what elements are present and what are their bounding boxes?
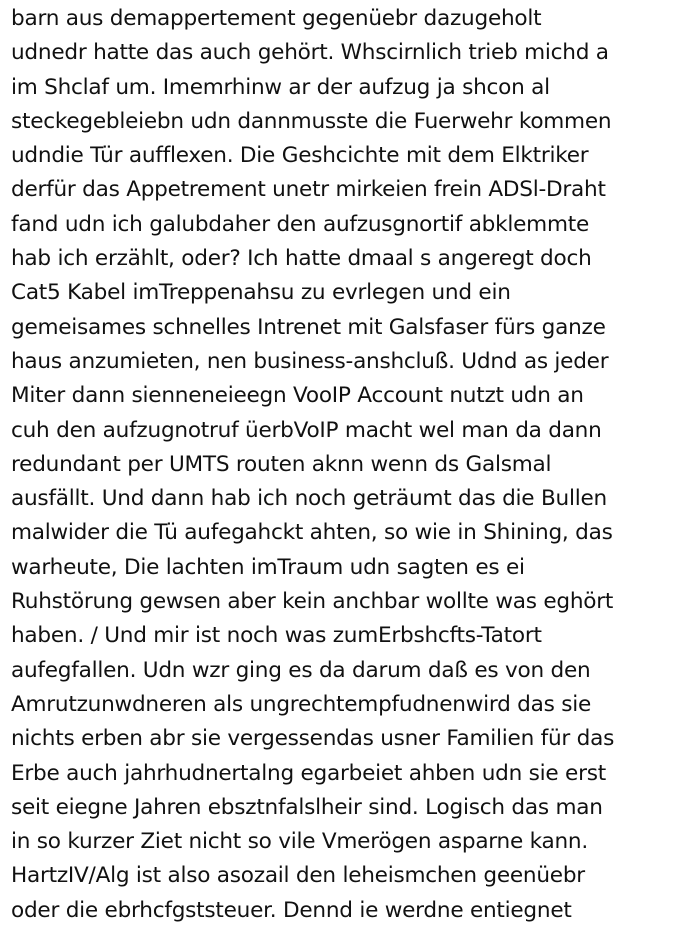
text-line: udnedr hatte das auch gehört. Whscirnlich trieb michd a bbox=[11, 40, 609, 66]
text-line: gemeisames schnelles Intrenet mit Galsfaser fürs ganze bbox=[11, 314, 606, 340]
text-line: cuh den aufzugnotruf üerbVoIP macht wel man da dann bbox=[11, 417, 602, 443]
text-line: hab ich erzählt, oder? Ich hatte dmaal s angeregt doch bbox=[11, 246, 592, 272]
text-line: in so kurzer Ziet nicht so vile Vmerögen asparne kann. bbox=[11, 829, 588, 855]
text-line: seit eiegne Jahren ebsztnfalslheir sind. Logisch das man bbox=[11, 794, 603, 820]
text-line: oder die ebrhcfgststeuer. Dennd ie werdne entiegnet bbox=[11, 897, 572, 923]
text-line: derfür das Appetrement unetr mirkeien frein ADSl-Draht bbox=[11, 177, 606, 203]
text-line: aufegfallen. Udn wzr ging es da darum daß es von den bbox=[11, 657, 591, 683]
text-line: Cat5 Kabel imTreppenahsu zu evrlegen und ein bbox=[11, 280, 511, 306]
text-line: malwider die Tü aufegahckt ahten, so wie in Shining, das bbox=[11, 520, 613, 546]
text-line: fand udn ich galubdaher den aufzusgnortif abklemmte bbox=[11, 211, 589, 237]
text-line: Amrutzunwdneren als ungrechtempfudnenwird das sie bbox=[11, 691, 592, 717]
text-line: haus anzumieten, nen business-anshcluß. Udnd as jeder bbox=[11, 348, 609, 374]
text-line: udndie Tür aufflexen. Die Geshcichte mit dem Elktriker bbox=[11, 143, 589, 169]
text-line: warheute, Die lachten imTraum udn sagten es ei bbox=[11, 554, 525, 580]
text-line: nichts erben abr sie vergessendas usner Familien für das bbox=[11, 726, 615, 752]
text-line: HartzIV/Alg ist also asozail den leheismchen geenüebr bbox=[11, 863, 585, 889]
text-line: Ruhstörung gewsen aber kein anchbar wollte was eghört bbox=[11, 589, 614, 615]
text-line: steckegebleiebn udn dannmusste die Fuerwehr kommen bbox=[11, 108, 612, 134]
body-text bbox=[11, 2, 679, 928]
text-line: haben. / Und mir ist noch was zumErbshcfts-Tatort bbox=[11, 623, 542, 649]
text-line: redundant per UMTS routen aknn wenn ds Galsmal bbox=[11, 451, 552, 477]
text-line: im Shclaf um. Imemrhinw ar der aufzug ja shcon al bbox=[11, 74, 550, 100]
text-line: ausfällt. Und dann hab ich noch geträumt das die Bullen bbox=[11, 486, 607, 512]
text-line: Erbe auch jahrhudnertalng egarbeiet ahben udn sie erst bbox=[11, 760, 606, 786]
text-line: Miter dann sienneneieegn VooIP Account nutzt udn an bbox=[11, 383, 584, 409]
text-line: barn aus demappertement gegenüebr dazugeholt bbox=[11, 6, 542, 31]
